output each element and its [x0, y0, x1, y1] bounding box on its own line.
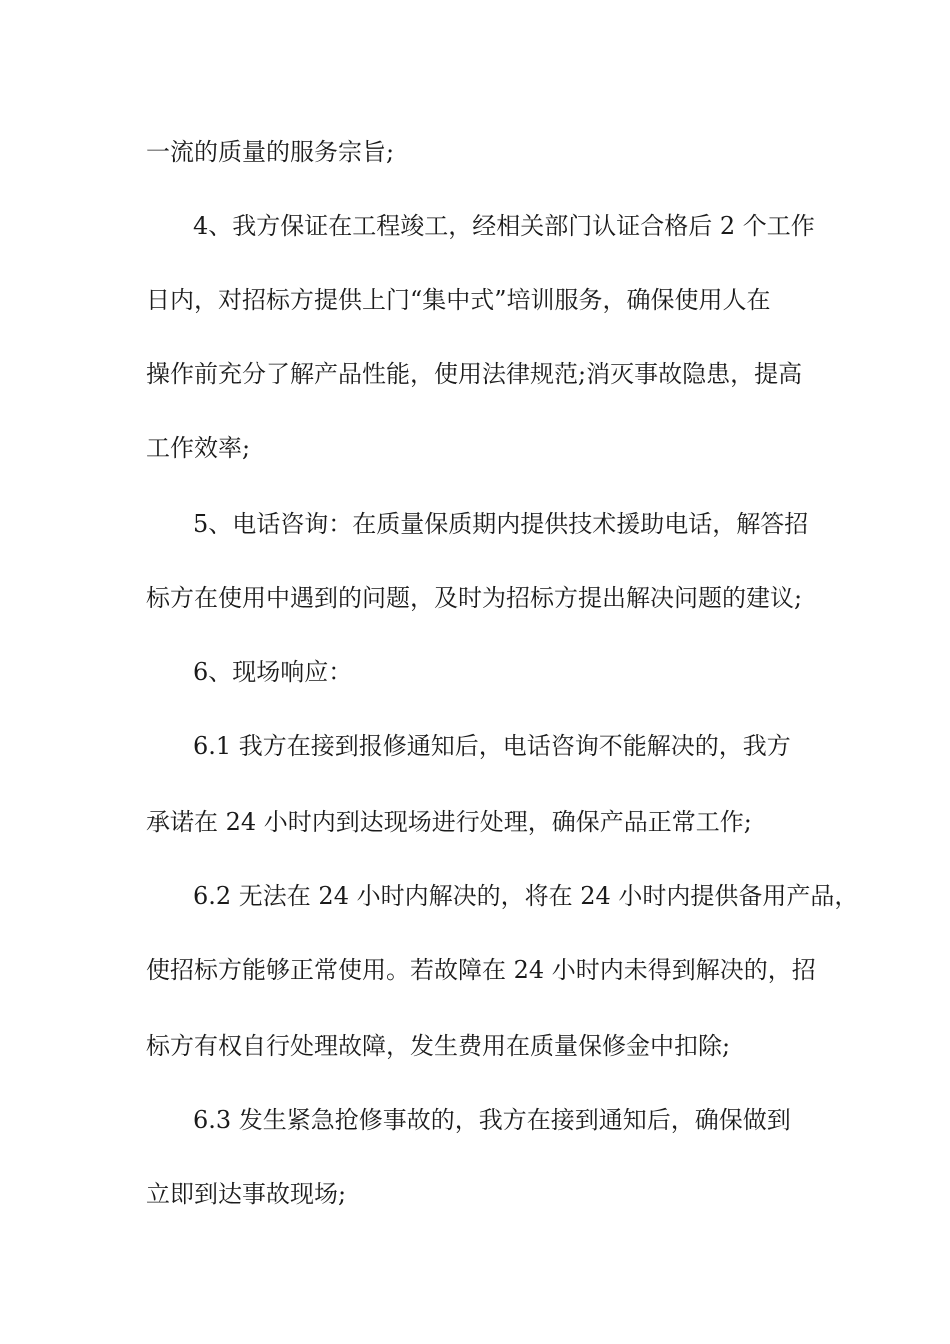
text-line: 标方在使用中遇到的问题，及时为招标方提出解决问题的建议;: [146, 584, 803, 612]
text-line: 承诺在 24 小时内到达现场进行处理，确保产品正常工作;: [146, 808, 752, 836]
text-line: 操作前充分了解产品性能，使用法律规范;消灭事故隐患，提高: [146, 360, 803, 388]
paragraph-6-2-start: 6.2 无法在 24 小时内解决的，将在 24 小时内提供备用产品，: [193, 882, 859, 910]
paragraph-6-heading: 6、现场响应：: [193, 658, 353, 686]
paragraph-6-1-start: 6.1 我方在接到报修通知后，电话咨询不能解决的，我方: [193, 732, 791, 760]
text-line: 标方有权自行处理故障，发生费用在质量保修金中扣除;: [146, 1032, 731, 1060]
text-line: 立即到达事故现场;: [146, 1180, 347, 1208]
text-line: 一流的质量的服务宗旨;: [146, 138, 395, 166]
text-line: 日内，对招标方提供上门“集中式”培训服务，确保使用人在: [146, 286, 771, 314]
paragraph-6-3-start: 6.3 发生紧急抢修事故的，我方在接到通知后，确保做到: [193, 1106, 791, 1134]
paragraph-5-start: 5、电话咨询：在质量保质期内提供技术援助电话，解答招: [193, 510, 809, 538]
text-line: 使招标方能够正常使用。若故障在 24 小时内未得到解决的，招: [146, 956, 816, 984]
text-line: 工作效率;: [146, 434, 251, 462]
paragraph-4-start: 4、我方保证在工程竣工，经相关部门认证合格后 2 个工作: [193, 212, 815, 240]
